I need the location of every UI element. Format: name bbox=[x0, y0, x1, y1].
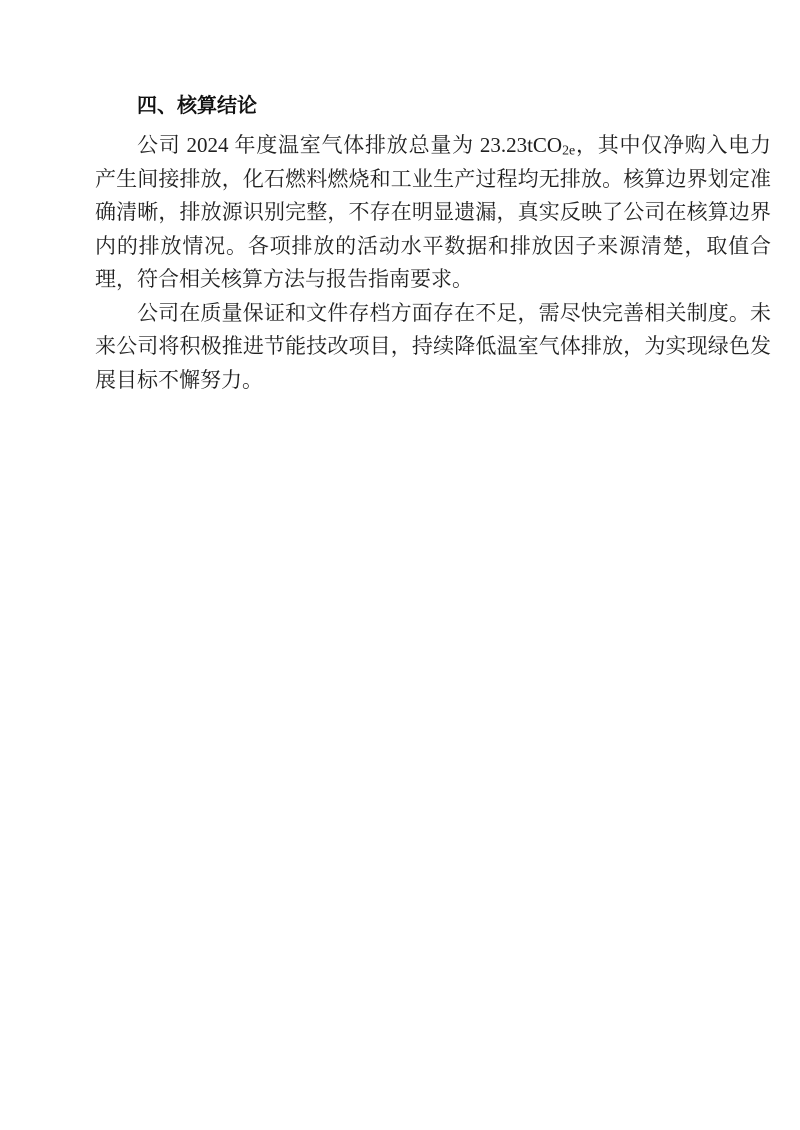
conclusion-text-before-subscript: 公司 2024 年度温室气体排放总量为 23.23tCO bbox=[137, 133, 563, 157]
paragraph-conclusion bbox=[95, 129, 771, 297]
section-heading: 四、核算结论 bbox=[137, 95, 257, 117]
conclusion-text-after-subscript: ，其中仅净购入电力产生间接排放，化石燃料燃烧和工业生产过程均无排放。核算边界划定准确清晰，排放源识别完整，不存在明显遗漏，真实反映了公司在核算边界内的排放情况。各项排放的活动水平数据和排放因子来源清楚，取值合理，符合相关核算方法与报告指南要求。 bbox=[95, 133, 772, 291]
document-content bbox=[95, 91, 771, 397]
co2e-subscript: 2e bbox=[562, 142, 576, 158]
paragraph-improvement: 公司在质量保证和文件存档方面存在不足，需尽快完善相关制度。未来公司将积极推进节能技改项目，持续降低温室气体排放，为实现绿色发展目标不懈努力。 bbox=[95, 300, 771, 392]
